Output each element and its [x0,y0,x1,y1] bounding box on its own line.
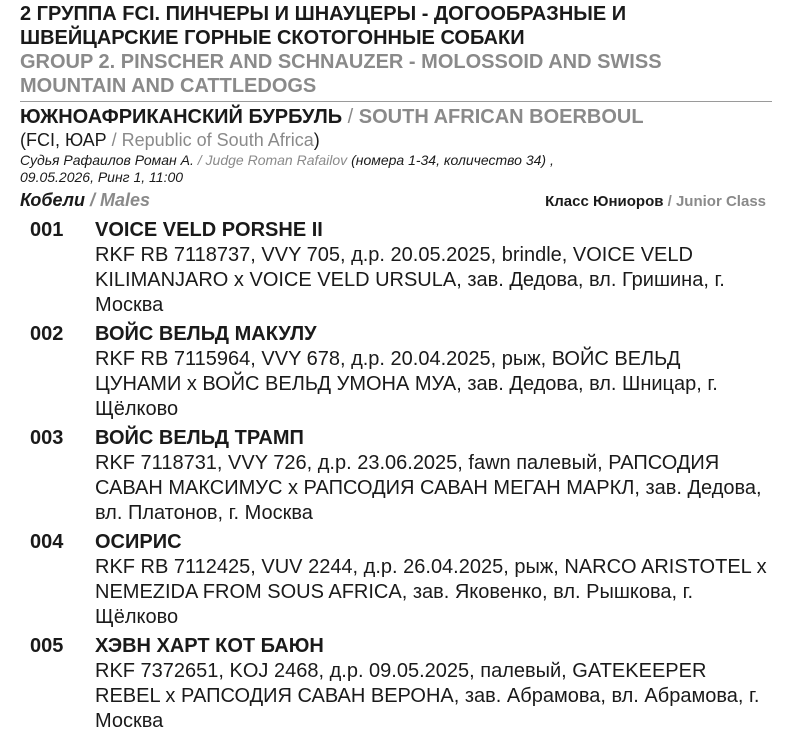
catalog-page [20,0,772,738]
dog-name: VOICE VELD PORSHE II [95,219,323,241]
entry-body [95,426,772,526]
judge-separator: / [193,152,206,168]
origin-close: ) [313,130,320,150]
judge-info [20,152,772,186]
entry-item [20,530,772,630]
entry-number: 001 [30,219,64,241]
dog-name: ВОЙС ВЕЛЬД ТРАМП [95,427,304,449]
entry-number: 003 [30,427,64,449]
dog-details: RKF 7118731, VVY 726, д.р. 23.06.2025, fawn палевый, РАПСОДИЯ САВАН МАКСИМУС x РАПСОДИЯ САВАН МЕГАН МАРКЛ, зав. Дедова, вл. Платонов, г. Москва [95,452,762,524]
breed-title [20,105,772,129]
breed-name-ru: ЮЖНОАФРИКАНСКИЙ БУРБУЛЬ [20,106,343,128]
group-title-en: GROUP 2. PINSCHER AND SCHNAUZER - MOLOSSOID AND SWISS MOUNTAIN AND CATTLEDOGS [20,51,662,97]
entry-number: 004 [30,531,64,553]
class-separator: / [663,193,676,210]
section-divider [20,101,772,102]
judge-schedule: 09.05.2026, Ринг 1, 11:00 [20,169,184,185]
entry-body [95,218,772,318]
sex-heading [20,188,150,212]
sex-separator: / [84,190,100,210]
entry-body [95,530,772,630]
origin-ru: (FCI, ЮАР [20,130,107,150]
judge-ru: Судья Рафаилов Роман А. [20,152,194,168]
judge-range: (номера 1-34, количество 34) , [347,152,554,168]
entry-item [20,634,772,734]
class-en: Junior Class [675,193,766,210]
entry-item [20,322,772,422]
judge-en: Judge Roman Rafailov [205,152,348,168]
dog-details: RKF RB 7115964, VVY 678, д.р. 20.04.2025, рыж, ВОЙС ВЕЛЬД ЦУНАМИ x ВОЙС ВЕЛЬД УМОНА МУА, зав. Дедова, вл. Шницар, г. Щёлково [95,348,718,420]
dog-name: ХЭВН ХАРТ КОТ БАЮН [95,635,324,657]
entry-list [20,218,772,734]
class-heading [545,190,766,214]
entry-number: 002 [30,323,64,345]
class-ru: Класс Юниоров [545,193,664,210]
group-title-ru: 2 ГРУППА FCI. ПИНЧЕРЫ И ШНАУЦЕРЫ - ДОГООБРАЗНЫЕ И ШВЕЙЦАРСКИЕ ГОРНЫЕ СКОТОГОННЫЕ СОБАКИ [20,3,627,49]
entry-item [20,426,772,526]
class-header [20,188,772,212]
origin-en: Republic of South Africa [121,130,314,150]
sex-ru: Кобели [20,190,85,210]
dog-name: ВОЙС ВЕЛЬД МАКУЛУ [95,323,317,345]
entry-number: 005 [30,635,64,657]
entry-body [95,322,772,422]
breed-origin [20,129,772,151]
origin-separator: / [106,130,122,150]
entry-item [20,218,772,318]
dog-name: ОСИРИС [95,531,182,553]
sex-en: Males [99,190,150,210]
dog-details: RKF RB 7112425, VUV 2244, д.р. 26.04.2025, рыж, NARCO ARISTOTEL x NEMEZIDA FROM SOUS AFRICA, зав. Яковенко, вл. Рышкова, г. Щёлково [95,556,767,628]
breed-name-en: SOUTH AFRICAN BOERBOUL [358,106,644,128]
breed-separator: / [342,106,359,128]
dog-details: RKF RB 7118737, VVY 705, д.р. 20.05.2025, brindle, VOICE VELD KILIMANJARO x VOICE VELD URSULA, зав. Дедова, вл. Гришина, г. Москва [95,244,725,316]
entry-body [95,634,772,734]
dog-details: RKF 7372651, KOJ 2468, д.р. 09.05.2025, палевый, GATEKEEPER REBEL x РАПСОДИЯ САВАН ВЕРОНА, зав. Абрамова, вл. Абрамова, г. Москва [95,660,760,732]
